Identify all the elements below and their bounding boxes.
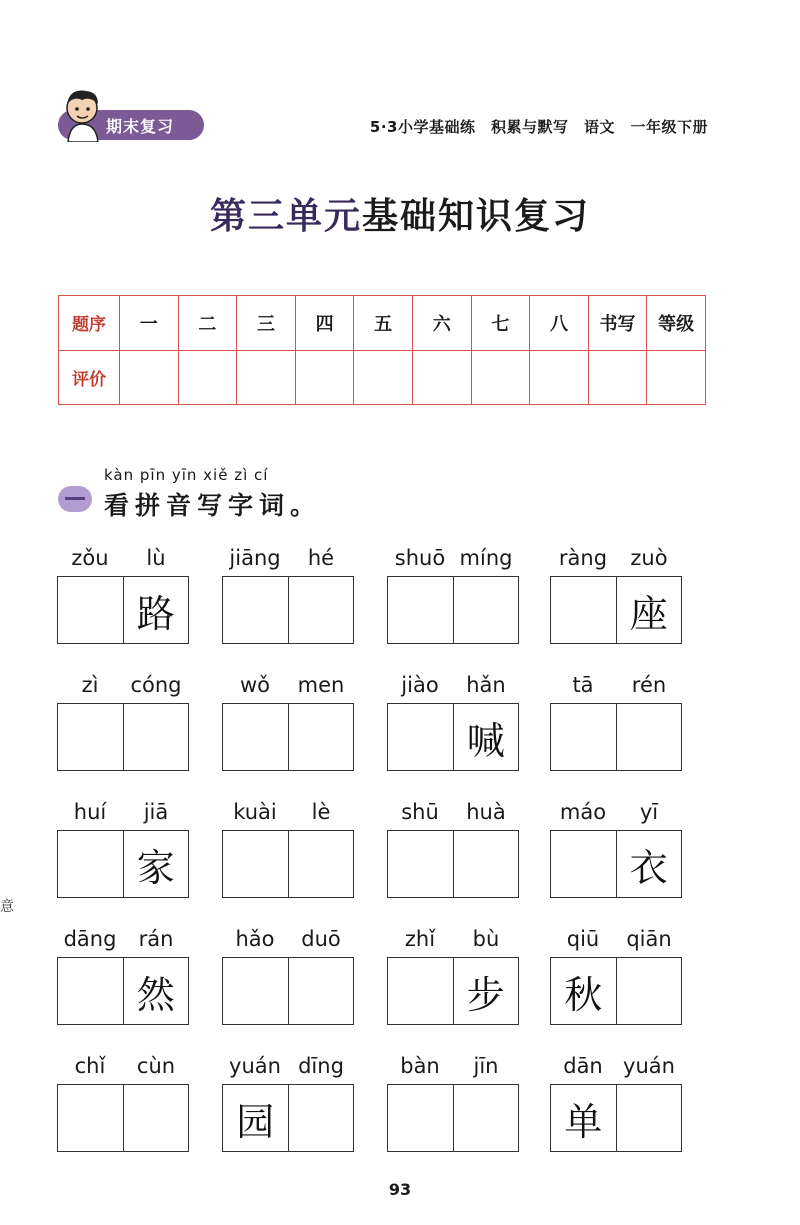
- writing-cell-1[interactable]: [58, 704, 124, 770]
- writing-cell-2[interactable]: 座: [629, 591, 668, 636]
- writing-cell-1[interactable]: [388, 831, 454, 897]
- writing-boxes: [222, 576, 354, 644]
- writing-cell-1[interactable]: [388, 704, 454, 770]
- word-pinyin: [222, 673, 354, 703]
- word-item: [387, 1054, 519, 1152]
- pinyin-syllable-2: dīng: [298, 1054, 344, 1078]
- writing-cell-2[interactable]: [289, 577, 354, 643]
- writing-boxes: [222, 830, 354, 898]
- word-item: [57, 546, 189, 644]
- word-pinyin: [550, 546, 682, 576]
- score-table-header-row: [59, 296, 706, 351]
- writing-boxes: [222, 703, 354, 771]
- word-pinyin: [57, 927, 189, 957]
- writing-cell-1[interactable]: [388, 1085, 454, 1151]
- pinyin-syllable-1: máo: [559, 800, 607, 824]
- writing-cell-1[interactable]: [223, 577, 289, 643]
- word-pinyin: [222, 800, 354, 830]
- page-number: 93: [388, 1180, 412, 1199]
- word-pinyin: [222, 546, 354, 576]
- writing-cell-2[interactable]: [289, 1085, 354, 1151]
- word-item: [550, 546, 682, 644]
- writing-boxes: [387, 576, 519, 644]
- word-pinyin: [222, 1054, 354, 1084]
- writing-cell-2[interactable]: [124, 1085, 189, 1151]
- score-cell[interactable]: [647, 350, 706, 405]
- pinyin-syllable-2: duō: [301, 927, 341, 951]
- word-item: [387, 927, 519, 1025]
- score-cell[interactable]: [530, 350, 589, 405]
- writing-cell-2[interactable]: [454, 577, 519, 643]
- pinyin-syllable-2: men: [297, 673, 345, 697]
- word-item: [57, 927, 189, 1025]
- word-pinyin: [57, 546, 189, 576]
- pinyin-syllable-2: míng: [459, 546, 513, 570]
- word-item: [222, 546, 354, 644]
- writing-cell-2[interactable]: 喊: [466, 718, 505, 763]
- pinyin-syllable-2: yī: [639, 800, 659, 824]
- score-table-eval-row: [59, 350, 706, 405]
- score-table-eval-head: 评价: [59, 350, 120, 405]
- writing-cell-1[interactable]: 园: [223, 1085, 289, 1151]
- writing-cell-1[interactable]: [223, 704, 289, 770]
- pinyin-syllable-2: cóng: [130, 673, 182, 697]
- word-pinyin: [387, 1054, 519, 1084]
- pinyin-syllable-1: huí: [73, 800, 107, 824]
- pinyin-syllable-2: cùn: [136, 1054, 176, 1078]
- word-item: [57, 673, 189, 771]
- pinyin-syllable-2: jiā: [143, 800, 169, 824]
- writing-boxes: [57, 1084, 189, 1152]
- writing-cell-2[interactable]: [289, 704, 354, 770]
- writing-cell-2[interactable]: [454, 1085, 519, 1151]
- writing-boxes: [387, 830, 519, 898]
- writing-cell-1[interactable]: 秋: [551, 958, 617, 1024]
- pinyin-syllable-2: lè: [311, 800, 331, 824]
- pinyin-syllable-1: jiào: [401, 673, 439, 697]
- writing-boxes: [550, 576, 682, 644]
- pinyin-syllable-1: dāng: [63, 927, 117, 951]
- score-table: [58, 295, 706, 405]
- score-table-row-head: 题序: [59, 296, 120, 351]
- word-pinyin: [387, 800, 519, 830]
- writing-cell-1[interactable]: [58, 577, 124, 643]
- writing-boxes: [57, 576, 189, 644]
- writing-boxes: [387, 1084, 519, 1152]
- word-pinyin: [550, 1054, 682, 1084]
- score-cell[interactable]: [295, 350, 354, 405]
- score-col-6: 六: [412, 296, 471, 351]
- word-item: [387, 673, 519, 771]
- word-item: [550, 927, 682, 1025]
- word-pinyin: [387, 546, 519, 576]
- margin-mark: 意: [0, 899, 14, 915]
- cartoon-boy-icon: [60, 86, 106, 142]
- word-item: [222, 800, 354, 898]
- word-item: [550, 800, 682, 898]
- writing-cell-1[interactable]: 单: [551, 1085, 617, 1151]
- pinyin-syllable-2: hǎn: [466, 673, 506, 697]
- writing-boxes: [222, 957, 354, 1025]
- writing-boxes: [57, 957, 189, 1025]
- pinyin-syllable-1: chǐ: [74, 1054, 106, 1078]
- pinyin-syllable-1: shū: [401, 800, 439, 824]
- writing-cell-1[interactable]: [551, 704, 617, 770]
- word-pinyin: [550, 800, 682, 830]
- writing-cell-2[interactable]: 家: [136, 845, 175, 890]
- writing-boxes: [57, 830, 189, 898]
- writing-boxes: [550, 957, 682, 1025]
- writing-boxes: [550, 830, 682, 898]
- writing-cell-2[interactable]: [454, 831, 519, 897]
- word-item: [222, 927, 354, 1025]
- pinyin-syllable-1: kuài: [233, 800, 277, 824]
- word-item: [550, 673, 682, 771]
- score-cell[interactable]: [412, 350, 471, 405]
- writing-cell-1[interactable]: [551, 577, 617, 643]
- pinyin-syllable-2: lù: [146, 546, 166, 570]
- page-title-unit: 第三单元: [209, 196, 362, 237]
- writing-boxes: [57, 703, 189, 771]
- word-item: [57, 800, 189, 898]
- score-cell[interactable]: [237, 350, 296, 405]
- pinyin-syllable-1: zhǐ: [404, 927, 436, 951]
- pinyin-syllable-2: rán: [138, 927, 174, 951]
- word-item: [57, 1054, 189, 1152]
- word-pinyin: [387, 673, 519, 703]
- writing-cell-1[interactable]: [58, 831, 124, 897]
- section-title: 看拼音写字词。: [104, 491, 322, 520]
- writing-cell-2[interactable]: 步: [466, 972, 505, 1017]
- pinyin-syllable-2: bù: [472, 927, 500, 951]
- pinyin-syllable-1: wǒ: [239, 673, 271, 697]
- pinyin-syllable-2: jīn: [473, 1054, 499, 1078]
- book-series-label: 5·3小学基础练 积累与默写 语文 一年级下册: [369, 118, 708, 136]
- word-pinyin: [57, 800, 189, 830]
- section-badge-label: 期末复习: [106, 117, 175, 136]
- score-cell[interactable]: [471, 350, 530, 405]
- pinyin-syllable-1: dān: [563, 1054, 603, 1078]
- page-title: [0, 188, 800, 239]
- word-item: [222, 673, 354, 771]
- writing-cell-1[interactable]: [223, 958, 289, 1024]
- score-cell[interactable]: [178, 350, 237, 405]
- word-pinyin: [550, 927, 682, 957]
- writing-cell-2[interactable]: [617, 958, 682, 1024]
- pinyin-syllable-1: jiāng: [229, 546, 281, 570]
- writing-cell-2[interactable]: 然: [136, 972, 175, 1017]
- writing-cell-2[interactable]: [124, 704, 189, 770]
- pinyin-syllable-2: huà: [466, 800, 506, 824]
- writing-boxes: [387, 703, 519, 771]
- pinyin-syllable-1: ràng: [558, 546, 608, 570]
- pinyin-syllable-1: zì: [81, 673, 99, 697]
- score-col-8: 八: [530, 296, 589, 351]
- writing-cell-1[interactable]: [388, 577, 454, 643]
- score-col-grade: 等级: [647, 296, 706, 351]
- word-item: [387, 546, 519, 644]
- word-pinyin: [222, 927, 354, 957]
- section-number-mark-icon: [65, 497, 85, 500]
- pinyin-syllable-1: zǒu: [71, 546, 109, 570]
- writing-cell-2[interactable]: [617, 704, 682, 770]
- pinyin-syllable-2: qiān: [626, 927, 672, 951]
- writing-cell-1[interactable]: [223, 831, 289, 897]
- score-col-writing: 书写: [588, 296, 647, 351]
- pinyin-syllable-1: tā: [572, 673, 594, 697]
- pinyin-syllable-2: yuán: [623, 1054, 675, 1078]
- pinyin-syllable-1: hǎo: [235, 927, 275, 951]
- word-pinyin: [57, 673, 189, 703]
- word-pinyin: [387, 927, 519, 957]
- writing-cell-1[interactable]: [388, 958, 454, 1024]
- pinyin-syllable-2: zuò: [630, 546, 668, 570]
- writing-boxes: [550, 1084, 682, 1152]
- writing-boxes: [222, 1084, 354, 1152]
- word-item: [550, 1054, 682, 1152]
- writing-cell-2[interactable]: 衣: [629, 845, 668, 890]
- pinyin-syllable-1: qiū: [566, 927, 600, 951]
- score-cell[interactable]: [354, 350, 413, 405]
- score-col-5: 五: [354, 296, 413, 351]
- pinyin-syllable-1: shuō: [394, 546, 446, 570]
- writing-boxes: [387, 957, 519, 1025]
- score-col-1: 一: [120, 296, 179, 351]
- score-cell[interactable]: [588, 350, 647, 405]
- word-item: [387, 800, 519, 898]
- writing-cell-1[interactable]: [551, 831, 617, 897]
- word-item: [222, 1054, 354, 1152]
- writing-cell-1[interactable]: [58, 958, 124, 1024]
- pinyin-syllable-1: bàn: [400, 1054, 440, 1078]
- pinyin-syllable-2: rén: [631, 673, 667, 697]
- score-col-3: 三: [237, 296, 296, 351]
- word-pinyin: [57, 1054, 189, 1084]
- pinyin-syllable-1: yuán: [229, 1054, 281, 1078]
- score-col-2: 二: [178, 296, 237, 351]
- word-pinyin: [550, 673, 682, 703]
- pinyin-syllable-2: hé: [307, 546, 335, 570]
- section-title-pinyin: kàn pīn yīn xiě zì cí: [104, 466, 269, 484]
- score-col-7: 七: [471, 296, 530, 351]
- writing-cell-2[interactable]: [289, 831, 354, 897]
- writing-boxes: [550, 703, 682, 771]
- score-col-4: 四: [295, 296, 354, 351]
- score-cell[interactable]: [120, 350, 179, 405]
- writing-cell-2[interactable]: 路: [136, 591, 175, 636]
- page-title-rest: 基础知识复习: [362, 196, 591, 237]
- writing-cell-2[interactable]: [289, 958, 354, 1024]
- writing-cell-2[interactable]: [617, 1085, 682, 1151]
- writing-cell-1[interactable]: [58, 1085, 124, 1151]
